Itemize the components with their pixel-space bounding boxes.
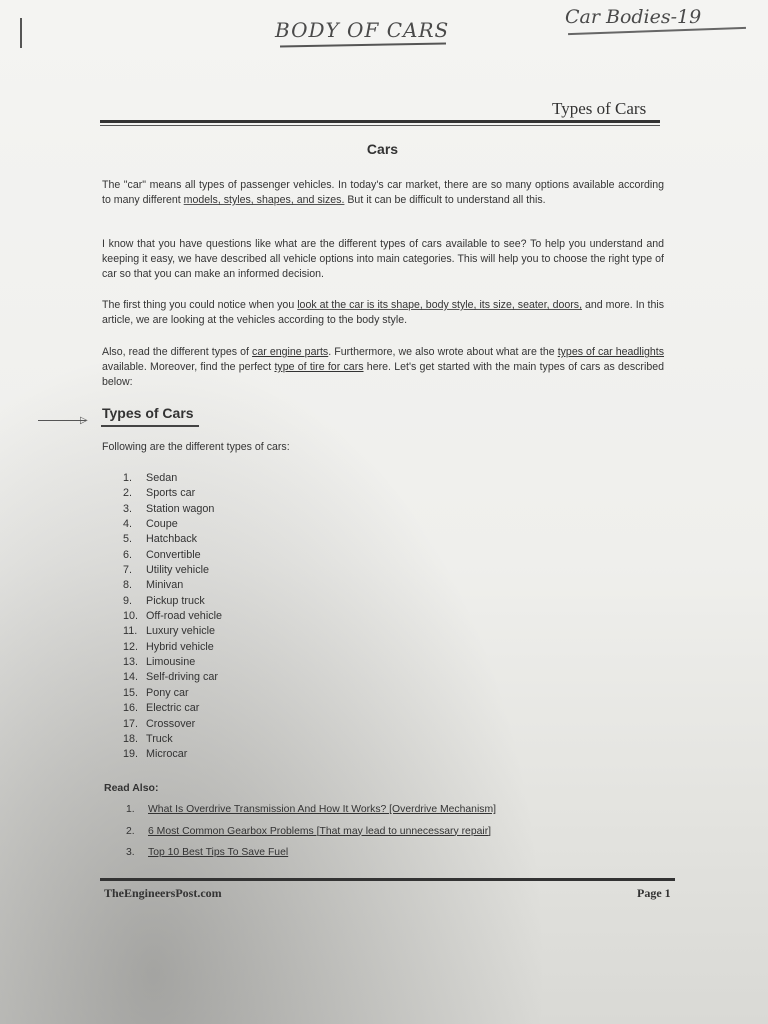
- list-item: [123, 655, 222, 670]
- list-item: [123, 471, 222, 486]
- list-item-label: Limousine: [146, 656, 196, 669]
- list-item: [123, 594, 222, 609]
- list-item-number: 1.: [126, 804, 135, 815]
- list-item: [123, 717, 222, 732]
- paragraph-read-more-text-c: available. Moreover, find the perfect: [102, 361, 275, 373]
- header-rule-thin: [100, 125, 660, 126]
- list-item-number: 7.: [123, 564, 133, 577]
- list-item: [126, 824, 496, 846]
- list-item-number: 18.: [123, 732, 139, 745]
- handwritten-note-underline: [568, 27, 746, 35]
- paragraph-body-style-tail: and more. In this article, we are looking at the vehicles according to the body style.: [102, 299, 664, 326]
- list-item-number: 13.: [123, 656, 139, 669]
- document-title: Cars: [366, 141, 399, 157]
- paragraph-read-more-text-a: Also, read the different types of: [102, 346, 253, 358]
- list-item: [123, 640, 222, 655]
- paragraph-body-style-text: The first thing you could notice when you: [102, 299, 298, 311]
- handwritten-arrow-line: [38, 420, 86, 421]
- list-item: [126, 845, 496, 867]
- list-item: [126, 802, 496, 824]
- list-item: [123, 670, 222, 685]
- footer-rule: [100, 878, 675, 881]
- list-item: [123, 747, 222, 762]
- list-item-number: 14.: [123, 671, 139, 684]
- list-item-label: Pony car: [146, 686, 189, 699]
- link-car-engine-parts[interactable]: car engine parts: [252, 346, 329, 358]
- list-item-label: Coupe: [146, 518, 178, 531]
- list-item: [123, 686, 222, 701]
- list-item-label: Sports car: [146, 487, 196, 500]
- arrow-right-icon: ▷: [80, 415, 88, 426]
- read-also-heading: Read Also:: [104, 782, 159, 794]
- paragraph-body-style: [102, 298, 664, 328]
- list-item-label: Off-road vehicle: [146, 610, 223, 623]
- margin-pen-mark: [20, 18, 22, 48]
- list-item-label: Station wagon: [146, 502, 215, 515]
- list-item: [123, 486, 222, 501]
- list-item-label: Pickup truck: [146, 594, 205, 607]
- link-gearbox-problems[interactable]: 6 Most Common Gearbox Problems [That may lead to unnecessary repair]: [148, 825, 492, 837]
- link-overdrive-transmission[interactable]: What Is Overdrive Transmission And How It Works? [Overdrive Mechanism]: [148, 804, 496, 815]
- list-item-label: Utility vehicle: [146, 564, 209, 577]
- list-item-number: 2.: [123, 487, 133, 500]
- list-item-number: 3.: [123, 502, 133, 515]
- list-item-number: 8.: [123, 579, 133, 592]
- list-item: [123, 563, 222, 578]
- list-item: [123, 624, 222, 639]
- list-item-number: 17.: [123, 717, 139, 730]
- footer-site: TheEngineersPost.com: [104, 886, 222, 900]
- list-item-label: Truck: [146, 732, 173, 745]
- list-item: [123, 701, 222, 716]
- list-item-label: Self-driving car: [146, 671, 219, 684]
- section-heading: Types of Cars: [102, 405, 194, 421]
- section-heading-rule: [101, 425, 199, 427]
- list-item-label: Hybrid vehicle: [146, 640, 214, 653]
- list-item-number: 3.: [126, 847, 135, 858]
- list-item-number: 19.: [123, 748, 139, 761]
- list-item-number: 2.: [126, 825, 135, 837]
- list-item-label: Crossover: [146, 717, 196, 730]
- list-item-label: Electric car: [146, 702, 200, 715]
- list-item: [123, 732, 222, 747]
- list-item-number: 4.: [123, 518, 133, 531]
- list-item-number: 1.: [123, 472, 133, 484]
- list-item: [123, 578, 222, 593]
- list-item-number: 10.: [123, 610, 139, 623]
- list-item-label: Minivan: [146, 579, 184, 592]
- list-item-label: Microcar: [146, 748, 188, 761]
- read-also-list: [126, 802, 496, 867]
- car-types-list: [123, 471, 222, 763]
- list-item-label: Sedan: [146, 472, 178, 484]
- handwritten-note: Car Bodies-19: [565, 6, 702, 28]
- paragraph-read-more: [102, 345, 664, 390]
- link-types-of-car-headlights[interactable]: types of car headlights: [557, 346, 665, 358]
- handwritten-title: BODY OF CARS: [275, 18, 450, 42]
- list-item-label: Luxury vehicle: [146, 625, 216, 638]
- list-item: [123, 532, 222, 547]
- list-item: [123, 609, 222, 624]
- link-save-fuel-tips[interactable]: Top 10 Best Tips To Save Fuel: [148, 847, 289, 858]
- header-rule: [100, 120, 660, 123]
- list-item: [123, 502, 222, 517]
- list-item-number: 16.: [123, 702, 139, 715]
- paragraph-help: I know that you have questions like what are the different types of cars available to see? To help you understand and keeping it easy, we have described all vehicle options into main categories. This will help you to choose the right type of car so that you can make an informed decision.: [102, 238, 664, 280]
- list-item: [123, 548, 222, 563]
- list-item: [123, 517, 222, 532]
- paragraph-body-style-underline: look at the car is its shape, body style, its size, seater, doors,: [297, 299, 583, 311]
- footer-page-number: Page 1: [637, 886, 671, 900]
- list-item-number: 5.: [123, 533, 133, 546]
- list-item-number: 11.: [123, 625, 138, 638]
- list-item-number: 6.: [123, 548, 133, 561]
- list-item-label: Convertible: [146, 548, 201, 561]
- list-item-number: 9.: [123, 594, 133, 607]
- paragraph-read-more-text-b: . Furthermore, we also wrote about what are the: [328, 346, 558, 358]
- handwritten-title-underline: [280, 43, 446, 47]
- list-item-label: Hatchback: [146, 533, 198, 546]
- header-title: Types of Cars: [552, 99, 647, 118]
- paragraph-intro-text: The "car" means all types of passenger vehicles. In today's car market, there are so many options available according to many different: [102, 179, 664, 206]
- list-item-number: 12.: [123, 640, 139, 653]
- link-type-of-tire[interactable]: type of tire for cars: [274, 361, 364, 373]
- paragraph-intro-underline: models, styles, shapes, and sizes.: [183, 194, 345, 206]
- list-intro: Following are the different types of cars:: [102, 441, 290, 453]
- paragraph-read-more-text-d: here. Let's get started with the main types of cars as described below:: [102, 361, 664, 388]
- paragraph-intro-tail: But it can be difficult to understand all this.: [344, 194, 546, 206]
- paragraph-intro: [102, 178, 664, 208]
- list-item-number: 15.: [123, 686, 139, 699]
